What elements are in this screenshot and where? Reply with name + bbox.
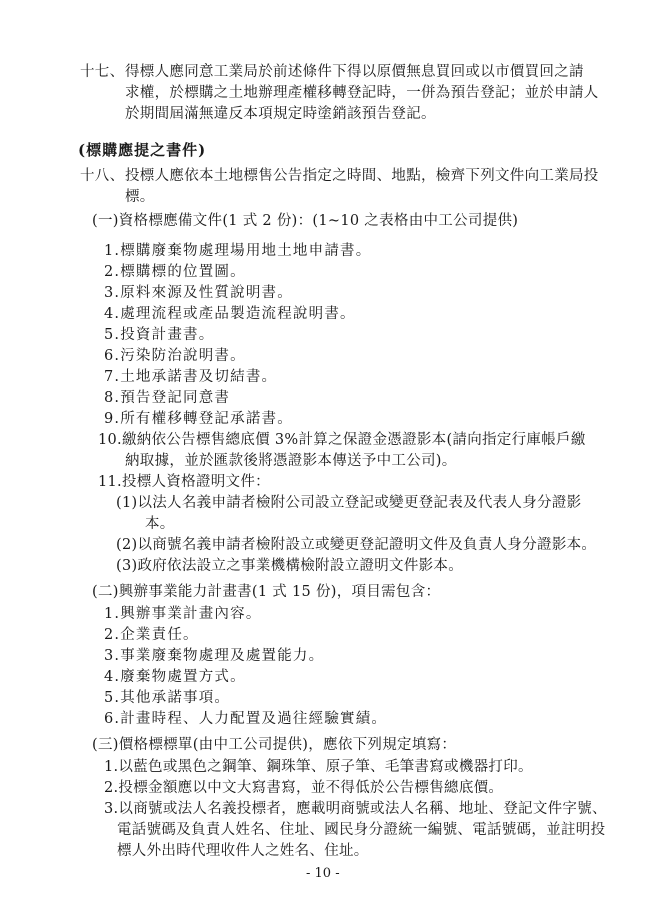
group-1-item: 2.標購標的位置圖。 (104, 264, 246, 280)
clause-17-line: 求權，於標購之土地辦理產權移轉登記時，一併為預告登記；並於申請人 (125, 85, 599, 101)
group-1-item-11: 11.投標人資格證明文件： (98, 474, 270, 490)
clause-17-line: 於期間屆滿無違反本項規定時塗銷該預告登記。 (125, 106, 436, 122)
group-2-item: 2.企業責任。 (104, 627, 199, 643)
clause-18-line: 標。 (125, 189, 155, 205)
page-number: - 10 - (306, 866, 340, 881)
group-1-item: 5.投資計畫書。 (104, 327, 215, 343)
group-3-item: 3.以商號或法人名義投標者，應載明商號或法人名稱、地址、登記文件字號、 (104, 801, 607, 817)
group-1-item-10-continued: 納取據，並於匯款後將憑證影本傳送予中工公司)。 (125, 453, 457, 469)
group-1-item-10: 10.繳納依公告標售總底價 3%計算之保證金憑證影本(請向指定行庫帳戶繳 (98, 432, 586, 448)
group-3-item-continued: 標人外出時代理收件人之姓名、住址。 (117, 843, 369, 859)
group-1-item: 4.處理流程或產品製造流程說明書。 (104, 306, 356, 322)
group-1-sub-item-continued: 本。 (145, 516, 175, 532)
group-3-heading: (三)價格標標單(由中工公司提供)，應依下列規定填寫： (92, 737, 457, 753)
group-1-item: 1.標購廢棄物處理場用地土地申請書。 (104, 243, 372, 259)
clause-17-line: 得標人應同意工業局於前述條件下得以原價無息買回或以市價買回之請 (125, 64, 584, 80)
group-2-item: 3.事業廢棄物處理及處置能力。 (104, 648, 325, 664)
group-3-item-continued: 電話號碼及負責人姓名、住址、國民身分證統一編號、電話號碼，並註明投 (117, 822, 606, 838)
group-1-item: 3.原料來源及性質說明書。 (104, 285, 293, 301)
group-1-sub-item: (1)以法人名義申請者檢附公司設立登記或變更登記表及代表人身分證影 (116, 495, 582, 511)
group-2-heading: (二)興辦事業能力計畫書(1 式 15 份)，項目需包含： (92, 584, 441, 600)
group-3-item: 2.投標金額應以中文大寫書寫，並不得低於公告標售總底價。 (104, 780, 504, 796)
group-3-item: 1.以藍色或黑色之鋼筆、鋼珠筆、原子筆、毛筆書寫或機器打印。 (104, 759, 533, 775)
clause-18-line: 投標人應依本土地標售公告指定之時間、地點，檢齊下列文件向工業局投 (125, 168, 599, 184)
group-2-item: 1.興辦事業計畫內容。 (104, 606, 262, 622)
group-1-item: 7.土地承諾書及切結書。 (104, 369, 278, 385)
group-1-sub-item: (2)以商號名義申請者檢附設立或變更登記證明文件及負責人身分證影本。 (116, 537, 597, 553)
clause-18-number: 十八、 (80, 168, 125, 184)
group-1-item: 6.污染防治說明書。 (104, 348, 246, 364)
section-heading: (標購應提之書件) (78, 141, 207, 159)
clause-17-number: 十七、 (80, 64, 125, 80)
group-1-sub-item: (3)政府依法設立之事業機構檢附設立證明文件影本。 (116, 558, 464, 574)
group-2-item: 5.其他承諾事項。 (104, 690, 231, 706)
group-1-heading: (一)資格標應備文件(1 式 2 份)：(1~10 之表格由中工公司提供) (92, 213, 519, 229)
group-2-item: 6.計畫時程、人力配置及過往經驗實績。 (104, 711, 388, 727)
group-1-item: 8.預告登記同意書 (104, 390, 231, 406)
group-1-item: 9.所有權移轉登記承諾書。 (104, 411, 293, 427)
group-2-item: 4.廢棄物處置方式。 (104, 669, 246, 685)
